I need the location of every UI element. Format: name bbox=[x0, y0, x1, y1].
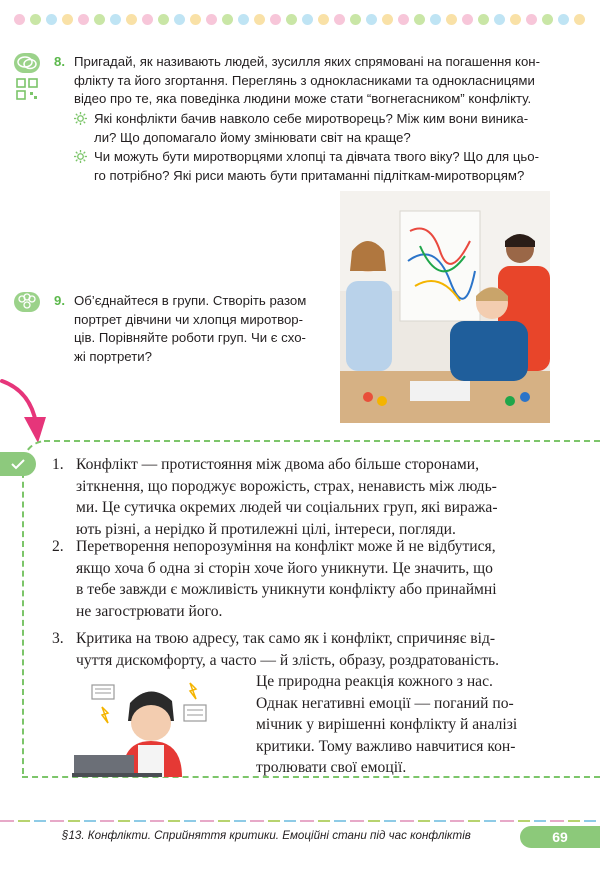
discussion-icon bbox=[14, 53, 40, 73]
decorative-dot bbox=[238, 14, 249, 25]
task-text-line: ців. Порівняйте роботи груп. Чи є схо- bbox=[74, 330, 306, 345]
summary-line: якщо хоча б одна зі сторін хоче його уникнути. Це значить, що bbox=[76, 559, 493, 577]
decorative-dot bbox=[350, 14, 361, 25]
decorative-dot bbox=[158, 14, 169, 25]
task-8-question-1 bbox=[74, 110, 554, 147]
summary-item-3-wrap bbox=[256, 671, 550, 779]
summary-item-3 bbox=[52, 628, 550, 671]
decorative-dot bbox=[30, 14, 41, 25]
checkmark-icon bbox=[0, 452, 36, 476]
task-text-line: Пригадай, як називають людей, зусилля яких спрямовані на погашення кон- bbox=[74, 54, 540, 69]
task-text-line: жі портрети? bbox=[74, 348, 152, 364]
decorative-dot bbox=[190, 14, 201, 25]
decorative-dot bbox=[558, 14, 569, 25]
item-number: 3. bbox=[52, 630, 64, 647]
summary-line: Конфлікт — протистояння між двома або більше сторонами, bbox=[76, 456, 480, 473]
decorative-dot bbox=[446, 14, 457, 25]
summary-frame-top bbox=[44, 440, 600, 442]
item-number: 2. bbox=[52, 538, 64, 555]
decorative-dot bbox=[430, 14, 441, 25]
decorative-dot bbox=[462, 14, 473, 25]
decorative-dot bbox=[142, 14, 153, 25]
decorative-dot bbox=[270, 14, 281, 25]
decorative-dot bbox=[302, 14, 313, 25]
task-text-line: відео про те, яка поведінка людини може стати “вогнегасником” конфлікту. bbox=[74, 91, 532, 106]
sun-bullet-icon bbox=[74, 150, 87, 163]
decorative-dot bbox=[206, 14, 217, 25]
task-text-line: Об’єднайтеся в групи. Створіть разом bbox=[74, 293, 307, 308]
summary-line: Однак негативні емоції — поганий по- bbox=[256, 694, 514, 712]
task-8 bbox=[54, 53, 554, 109]
summary-line: не загострювати його. bbox=[76, 602, 223, 620]
question-line: го потрібно? Які риси мають бути притаманні підліткам-миротворцям? bbox=[94, 167, 525, 183]
summary-line: мічник у вирішенні конфлікту й аналізі bbox=[256, 716, 518, 733]
decorative-dot bbox=[526, 14, 537, 25]
question-line: Які конфлікти бачив навколо себе миротворець? Між ким вони виника- bbox=[94, 111, 529, 126]
summary-line: Критика на твою адресу, так само як і конфлікт, спричиняє від- bbox=[76, 630, 496, 647]
decorative-dot bbox=[366, 14, 377, 25]
summary-line: чуття дискомфорту, а часто — й злість, образу, роздратованість. bbox=[76, 651, 500, 669]
decorative-dot bbox=[46, 14, 57, 25]
item-number: 1. bbox=[52, 456, 64, 473]
decorative-dot bbox=[174, 14, 185, 25]
decorative-dot bbox=[286, 14, 297, 25]
summary-frame-left bbox=[22, 462, 24, 774]
sun-bullet-icon bbox=[74, 112, 87, 125]
decorative-dot bbox=[542, 14, 553, 25]
decorative-dot bbox=[62, 14, 73, 25]
summary-item-2 bbox=[52, 536, 550, 622]
decorative-dot bbox=[414, 14, 425, 25]
section-title-footer: §13. Конфлікти. Сприйняття критики. Емоційні стани під час конфліктів bbox=[62, 829, 471, 842]
task-number: 8. bbox=[54, 54, 65, 69]
decorative-dot bbox=[334, 14, 345, 25]
footer-divider bbox=[0, 820, 600, 822]
stressed-boy-illustration bbox=[72, 675, 232, 777]
decorative-dot bbox=[254, 14, 265, 25]
decorative-dot bbox=[478, 14, 489, 25]
summary-line: зіткнення, що породжує ворожість, страх, ненависть між людь- bbox=[76, 477, 497, 495]
task-text-line: флікту та його згортання. Переглянь з однокласниками та однокласницями bbox=[74, 72, 535, 88]
task-number: 9. bbox=[54, 293, 65, 308]
summary-line: тролювати свої емоції. bbox=[256, 759, 407, 776]
qr-code-icon bbox=[16, 78, 38, 98]
task-8-question-2 bbox=[74, 148, 554, 185]
task-9 bbox=[54, 292, 334, 366]
decorative-dot bbox=[222, 14, 233, 25]
summary-line: Перетворення непорозуміння на конфлікт може й не відбутися, bbox=[76, 538, 496, 555]
decorative-dot bbox=[110, 14, 121, 25]
summary-line: в тебе завжди є можливість уникнути конфлікту або принаймні bbox=[76, 581, 497, 598]
summary-check-tab bbox=[0, 452, 36, 476]
task-text-line: портрет дівчини чи хлопця миротвор- bbox=[74, 311, 304, 327]
decorative-dot bbox=[494, 14, 505, 25]
decorative-dot bbox=[510, 14, 521, 25]
question-line: Чи можуть бути миротворцями хлопці та дівчата твого віку? Що для цьо- bbox=[94, 149, 539, 164]
decorative-dot bbox=[14, 14, 25, 25]
summary-line: критики. Тому важливо навчитися кон- bbox=[256, 737, 516, 755]
question-line: ли? Що допомагало йому змінювати світ на краще? bbox=[94, 129, 411, 145]
summary-line: ють різні, а нерідко й протилежні цілі, інтереси, погляди. bbox=[76, 520, 456, 538]
decorative-dot bbox=[382, 14, 393, 25]
decorative-dots-row bbox=[14, 14, 586, 26]
decorative-dot bbox=[318, 14, 329, 25]
pink-arrow-icon bbox=[0, 377, 50, 449]
page-number: 69 bbox=[520, 826, 600, 848]
decorative-dot bbox=[126, 14, 137, 25]
summary-line: ми. Це сутичка окремих людей чи соціальних груп, які виража- bbox=[76, 499, 498, 516]
decorative-dot bbox=[78, 14, 89, 25]
decorative-dot bbox=[398, 14, 409, 25]
decorative-dot bbox=[94, 14, 105, 25]
children-painting-photo bbox=[340, 191, 550, 423]
group-work-icon bbox=[14, 292, 40, 312]
summary-line: Це природна реакція кожного з нас. bbox=[256, 673, 493, 690]
decorative-dot bbox=[574, 14, 585, 25]
summary-item-1 bbox=[52, 454, 550, 540]
